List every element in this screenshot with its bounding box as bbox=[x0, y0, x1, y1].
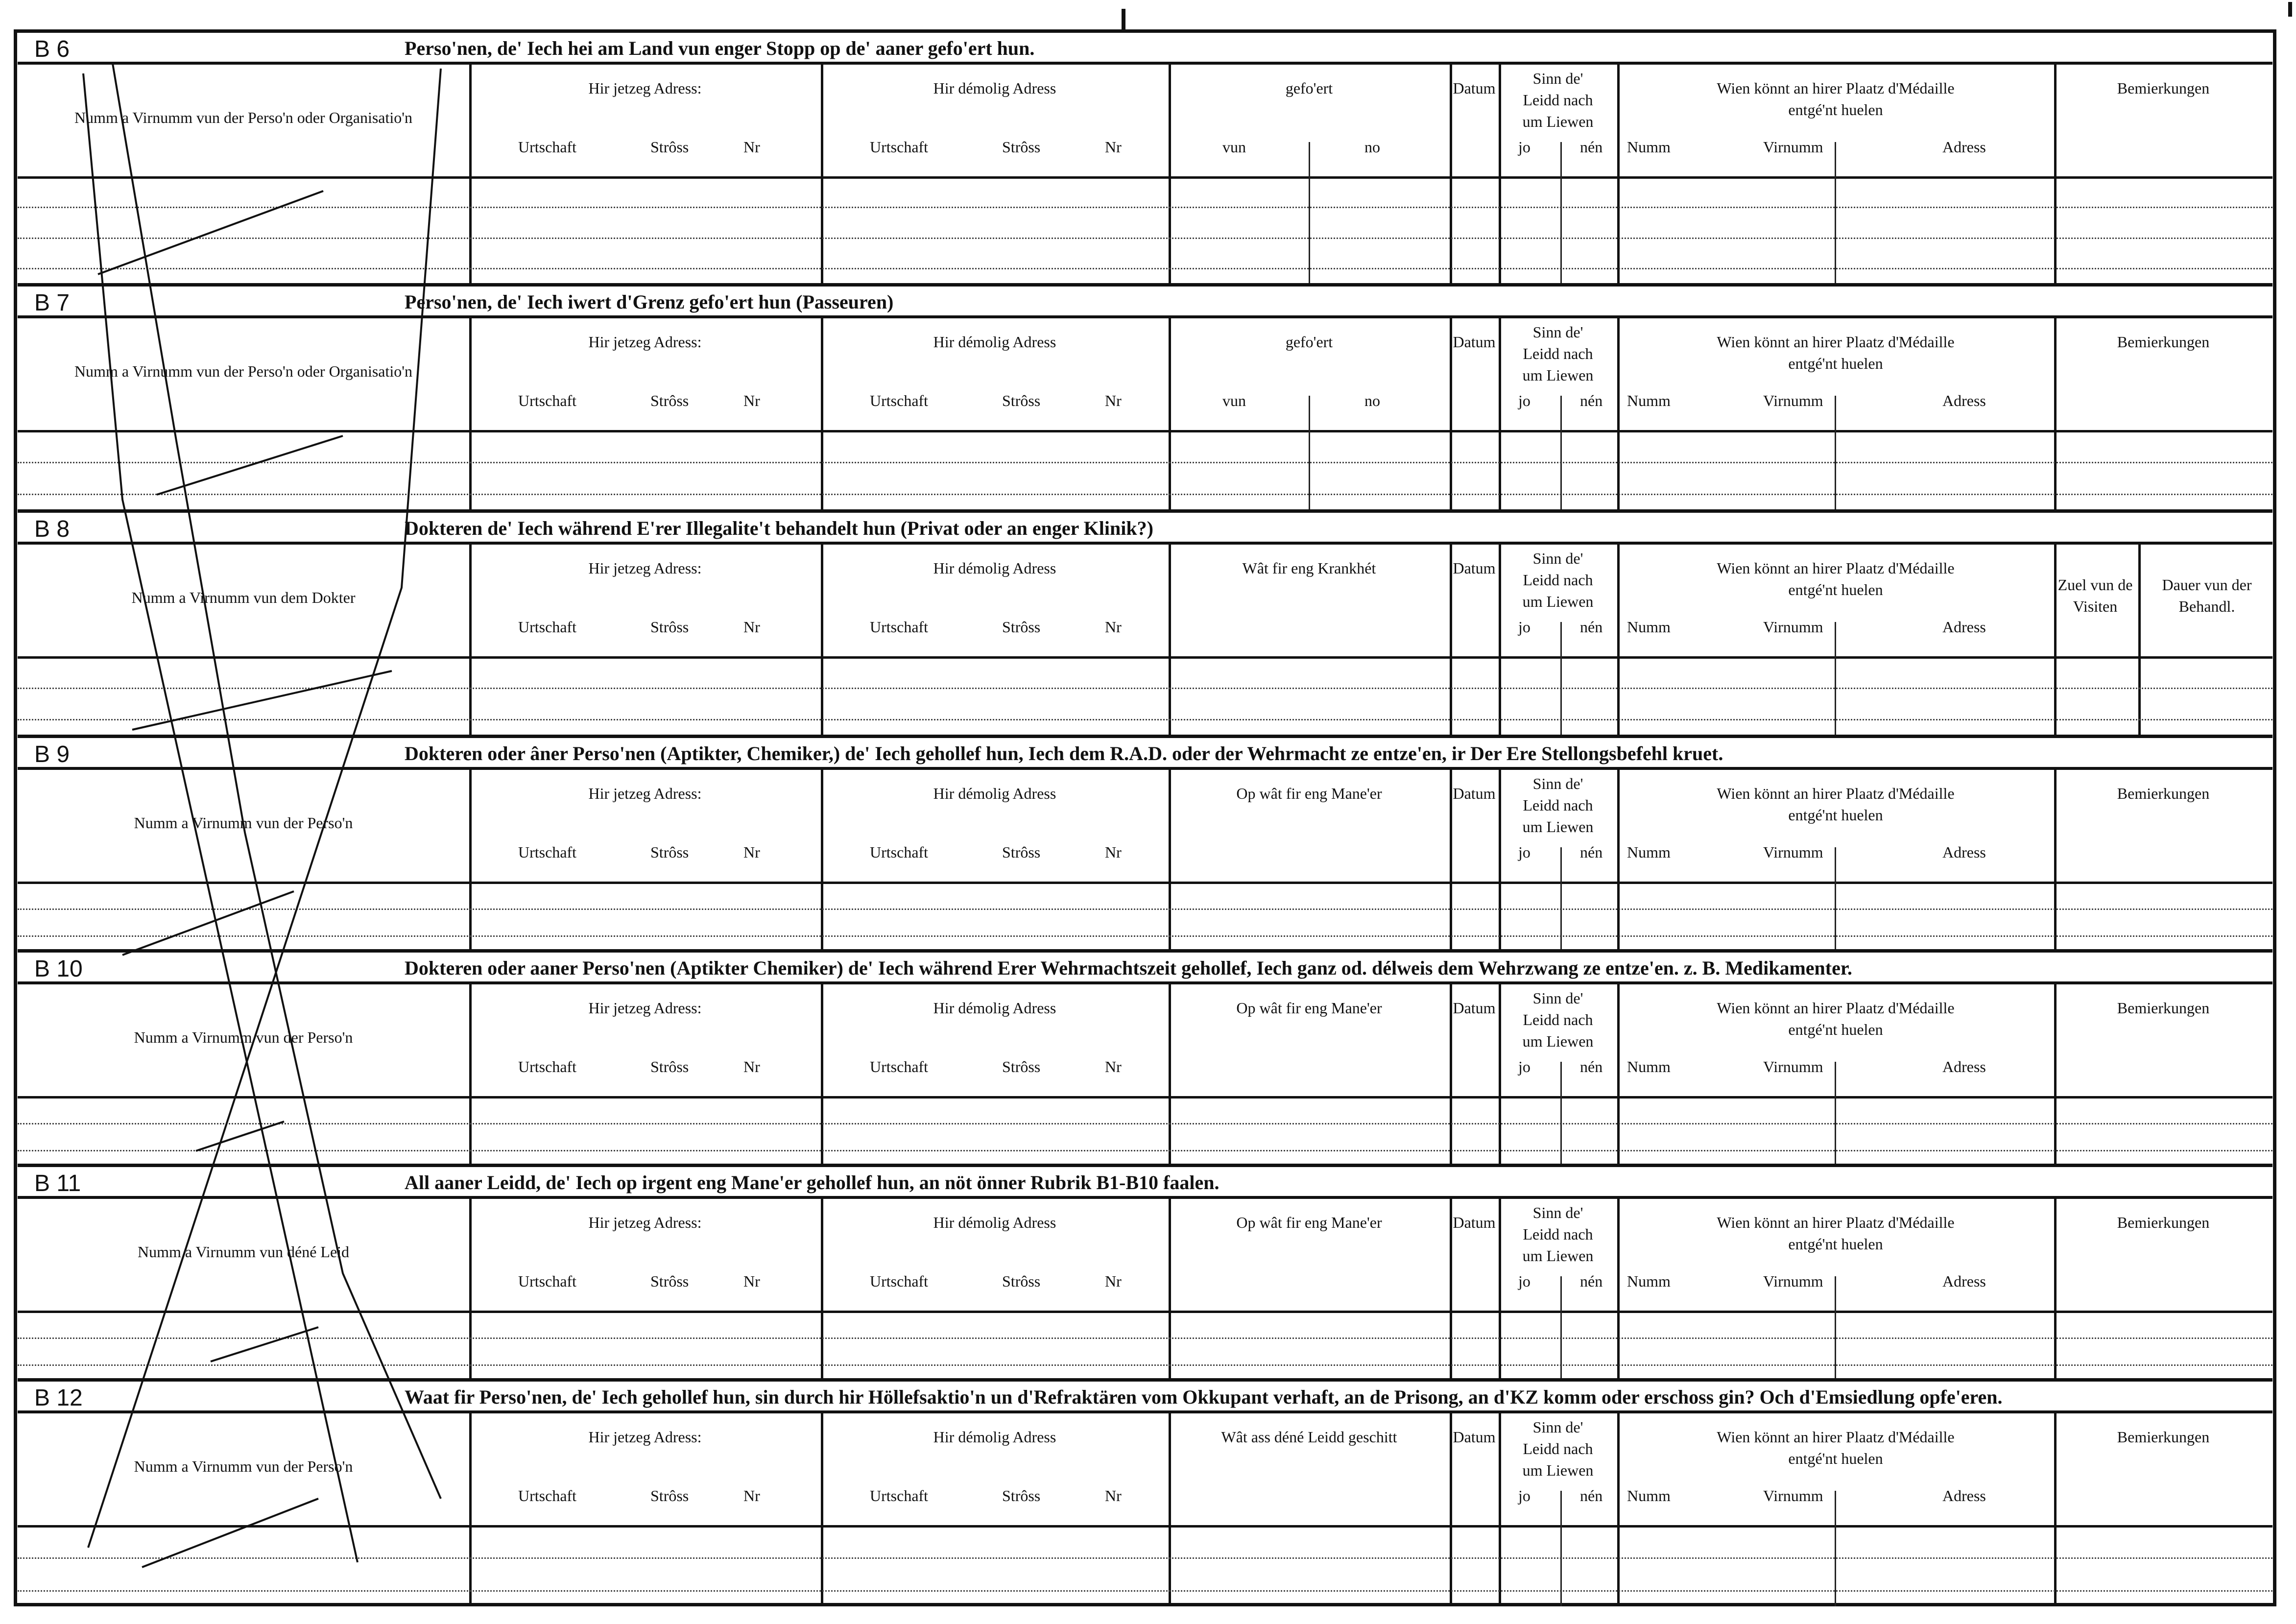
place-label: Urtschaft bbox=[518, 1487, 577, 1505]
number-label: Nr bbox=[1105, 138, 1122, 156]
firstname-label: Virnumm bbox=[1763, 1058, 1823, 1075]
no-label: nén bbox=[1580, 392, 1603, 409]
special-column-header: Wât fir eng Krankhét bbox=[1242, 559, 1376, 577]
number-label: Nr bbox=[743, 392, 760, 409]
section-heading: All aaner Leidd, de' Iech op irgent eng Mane'er gehollef hun, an nöt önner Rubrik B1-B10 faalen. bbox=[405, 1171, 1220, 1194]
yes-label: jo bbox=[1518, 618, 1531, 636]
number-label: Nr bbox=[1105, 392, 1122, 409]
medal-header-line2: entgé'nt huelen bbox=[1788, 355, 1883, 372]
section-heading: Waat fir Perso'nen, de' Iech gehollef hun, sin durch hir Höllefsaktio'n un d'Refraktären vom Okkupant verhaft, an de Prisong, an d'KZ komm oder erschoss gin? Och d'Emsiedlung opfe'eren. bbox=[405, 1386, 2003, 1408]
remarks-header: Bemierkungen bbox=[2117, 1428, 2210, 1446]
suffered-header-line2: Leidd nach bbox=[1523, 345, 1593, 362]
suffered-header-line3: um Liewen bbox=[1522, 1247, 1594, 1265]
surname-label: Numm bbox=[1627, 392, 1671, 409]
suffered-header-line2: Leidd nach bbox=[1523, 1225, 1593, 1243]
date-header: Datum bbox=[1453, 79, 1496, 97]
current-address-header: Hir jetzeg Adress: bbox=[588, 333, 702, 351]
yes-label: jo bbox=[1518, 392, 1531, 409]
street-label: Strôss bbox=[650, 1058, 689, 1075]
date-header: Datum bbox=[1453, 785, 1496, 802]
date-header: Datum bbox=[1453, 999, 1496, 1017]
place-label: Urtschaft bbox=[870, 1058, 929, 1075]
number-label: Nr bbox=[1105, 1058, 1122, 1075]
suffered-header-line1: Sinn de' bbox=[1532, 989, 1583, 1007]
remarks-header: Bemierkungen bbox=[2117, 333, 2210, 351]
suffered-header-line2: Leidd nach bbox=[1523, 91, 1593, 109]
number-label: Nr bbox=[1105, 843, 1122, 861]
medal-header-line1: Wien könnt an hirer Plaatz d'Médaille bbox=[1717, 785, 1955, 802]
suffered-header-line3: um Liewen bbox=[1522, 113, 1594, 130]
place-label: Urtschaft bbox=[870, 1272, 929, 1290]
date-header: Datum bbox=[1453, 559, 1496, 577]
section-heading: Dokteren oder âner Perso'nen (Aptikter, Chemiker,) de' Iech gehollef hun, Iech dem R.A.D. oder der Wehrmacht ze entze'en, ir Der Ere Stellongsbefehl kruet. bbox=[405, 742, 1723, 764]
from-label: vun bbox=[1222, 392, 1246, 409]
surname-label: Numm bbox=[1627, 1272, 1671, 1290]
yes-label: jo bbox=[1518, 1487, 1531, 1505]
to-label: no bbox=[1364, 392, 1380, 409]
suffered-header-line2: Leidd nach bbox=[1523, 796, 1593, 814]
no-label: nén bbox=[1580, 1487, 1603, 1505]
medal-header-line2: entgé'nt huelen bbox=[1788, 581, 1883, 598]
place-label: Urtschaft bbox=[518, 618, 577, 636]
remarks-header: Bemierkungen bbox=[2117, 1214, 2210, 1231]
current-address-header: Hir jetzeg Adress: bbox=[588, 79, 702, 97]
check-stroke bbox=[211, 1327, 318, 1361]
yes-label: jo bbox=[1518, 138, 1531, 156]
surname-label: Numm bbox=[1627, 843, 1671, 861]
medal-header-line1: Wien könnt an hirer Plaatz d'Médaille bbox=[1717, 1428, 1955, 1446]
street-label: Strôss bbox=[1002, 618, 1041, 636]
name-column-header: Numm a Virnumm vun der Perso'n oder Organisatio'n bbox=[74, 109, 413, 126]
number-label: Nr bbox=[743, 138, 760, 156]
yes-label: jo bbox=[1518, 1058, 1531, 1075]
former-address-header: Hir démolig Adress bbox=[933, 333, 1056, 351]
current-address-header: Hir jetzeg Adress: bbox=[588, 1428, 702, 1446]
section-heading: Perso'nen, de' Iech iwert d'Grenz gefo'ert hun (Passeuren) bbox=[405, 291, 894, 313]
street-label: Strôss bbox=[1002, 138, 1041, 156]
number-label: Nr bbox=[743, 1272, 760, 1290]
place-label: Urtschaft bbox=[518, 843, 577, 861]
name-column-header: Numm a Virnumm vun dem Dokter bbox=[131, 589, 356, 606]
remarks-header: Bemierkungen bbox=[2117, 79, 2210, 97]
medal-header-line1: Wien könnt an hirer Plaatz d'Médaille bbox=[1717, 1214, 1955, 1231]
diagonal-pen-stroke bbox=[88, 69, 441, 1548]
suffered-header-line1: Sinn de' bbox=[1532, 1204, 1583, 1221]
firstname-label: Virnumm bbox=[1763, 392, 1823, 409]
date-header: Datum bbox=[1453, 333, 1496, 351]
name-column-header: Numm a Virnumm vun der Perso'n bbox=[134, 814, 353, 832]
yes-label: jo bbox=[1518, 1272, 1531, 1290]
remarks-header: Bemierkungen bbox=[2117, 999, 2210, 1017]
place-label: Urtschaft bbox=[870, 843, 929, 861]
date-header: Datum bbox=[1453, 1214, 1496, 1231]
section-heading: Perso'nen, de' Iech hei am Land vun enger Stopp op de' aaner gefo'ert hun. bbox=[405, 37, 1035, 59]
check-stroke bbox=[132, 671, 392, 730]
yes-label: jo bbox=[1518, 843, 1531, 861]
section-heading: Dokteren de' Iech während E'rer Illegalite't behandelt hun (Privat oder an enger Klinik?) bbox=[405, 517, 1153, 539]
street-label: Strôss bbox=[1002, 1487, 1041, 1505]
street-label: Strôss bbox=[650, 138, 689, 156]
former-address-header: Hir démolig Adress bbox=[933, 559, 1056, 577]
firstname-label: Virnumm bbox=[1763, 138, 1823, 156]
former-address-header: Hir démolig Adress bbox=[933, 79, 1056, 97]
medal-header-line1: Wien könnt an hirer Plaatz d'Médaille bbox=[1717, 559, 1955, 577]
place-label: Urtschaft bbox=[518, 1058, 577, 1075]
name-column-header: Numm a Virnumm vun déné Leid bbox=[137, 1243, 350, 1261]
special-column-header: Op wât fir eng Mane'er bbox=[1236, 785, 1382, 802]
current-address-header: Hir jetzeg Adress: bbox=[588, 1214, 702, 1231]
no-label: nén bbox=[1580, 1272, 1603, 1290]
check-stroke bbox=[196, 1122, 284, 1151]
medal-header-line1: Wien könnt an hirer Plaatz d'Médaille bbox=[1717, 333, 1955, 351]
street-label: Strôss bbox=[1002, 1272, 1041, 1290]
address-label: Adress bbox=[1942, 138, 1986, 156]
name-column-header: Numm a Virnumm vun der Perso'n oder Organisatio'n bbox=[74, 362, 413, 380]
no-label: nén bbox=[1580, 138, 1603, 156]
suffered-header-line2: Leidd nach bbox=[1523, 571, 1593, 589]
check-stroke bbox=[142, 1499, 318, 1567]
visits-count-header: Zuel vun de Visiten bbox=[2057, 576, 2133, 615]
street-label: Strôss bbox=[1002, 1058, 1041, 1075]
no-label: nén bbox=[1580, 843, 1603, 861]
medal-header-line2: entgé'nt huelen bbox=[1788, 806, 1883, 824]
number-label: Nr bbox=[1105, 618, 1122, 636]
street-label: Strôss bbox=[650, 843, 689, 861]
address-label: Adress bbox=[1942, 618, 1986, 636]
former-address-header: Hir démolig Adress bbox=[933, 785, 1056, 802]
surname-label: Numm bbox=[1627, 1487, 1671, 1505]
check-stroke bbox=[157, 436, 343, 495]
treatment-duration-header: Dauer vun der Behandl. bbox=[2162, 576, 2252, 615]
former-address-header: Hir démolig Adress bbox=[933, 1428, 1056, 1446]
current-address-header: Hir jetzeg Adress: bbox=[588, 785, 702, 802]
medal-header-line2: entgé'nt huelen bbox=[1788, 1235, 1883, 1253]
suffered-header-line3: um Liewen bbox=[1522, 1032, 1594, 1050]
section-code: B 7 bbox=[34, 290, 70, 316]
number-label: Nr bbox=[743, 618, 760, 636]
surname-label: Numm bbox=[1627, 618, 1671, 636]
to-label: no bbox=[1364, 138, 1380, 156]
surname-label: Numm bbox=[1627, 1058, 1671, 1075]
address-label: Adress bbox=[1942, 1487, 1986, 1505]
section-code: B 10 bbox=[34, 956, 83, 982]
street-label: Strôss bbox=[1002, 392, 1041, 409]
firstname-label: Virnumm bbox=[1763, 618, 1823, 636]
special-column-header: Wât ass déné Leidd geschitt bbox=[1221, 1428, 1397, 1446]
no-label: nén bbox=[1580, 1058, 1603, 1075]
suffered-header-line3: um Liewen bbox=[1522, 593, 1594, 610]
check-stroke bbox=[122, 891, 294, 955]
number-label: Nr bbox=[1105, 1487, 1122, 1505]
diagonal-pen-stroke bbox=[113, 64, 441, 1499]
medal-header-line2: entgé'nt huelen bbox=[1788, 1021, 1883, 1038]
address-label: Adress bbox=[1942, 1058, 1986, 1075]
place-label: Urtschaft bbox=[518, 138, 577, 156]
place-label: Urtschaft bbox=[870, 392, 929, 409]
suffered-header-line2: Leidd nach bbox=[1523, 1011, 1593, 1028]
street-label: Strôss bbox=[650, 1487, 689, 1505]
section-heading: Dokteren oder aaner Perso'nen (Aptikter Chemiker) de' Iech während Erer Wehrmachtszeit gehollef, Iech ganz od. délweis dem Wehrzwang ze entze'en. z. B. Medikamenter. bbox=[405, 957, 1852, 979]
number-label: Nr bbox=[743, 1487, 760, 1505]
suffered-header-line1: Sinn de' bbox=[1532, 549, 1583, 567]
suffered-header-line1: Sinn de' bbox=[1532, 70, 1583, 87]
place-label: Urtschaft bbox=[870, 618, 929, 636]
medal-header-line1: Wien könnt an hirer Plaatz d'Médaille bbox=[1717, 79, 1955, 97]
suffered-header-line1: Sinn de' bbox=[1532, 1418, 1583, 1436]
address-label: Adress bbox=[1942, 843, 1986, 861]
place-label: Urtschaft bbox=[518, 1272, 577, 1290]
date-header: Datum bbox=[1453, 1428, 1496, 1446]
street-label: Strôss bbox=[650, 392, 689, 409]
no-label: nén bbox=[1580, 618, 1603, 636]
remarks-header: Bemierkungen bbox=[2117, 785, 2210, 802]
special-column-header: Op wât fir eng Mane'er bbox=[1236, 999, 1382, 1017]
top-center-mark bbox=[1122, 9, 1125, 29]
suffered-header-line1: Sinn de' bbox=[1532, 323, 1583, 341]
suffered-header-line2: Leidd nach bbox=[1523, 1440, 1593, 1457]
number-label: Nr bbox=[1105, 1272, 1122, 1290]
suffered-header-line3: um Liewen bbox=[1522, 818, 1594, 836]
address-label: Adress bbox=[1942, 392, 1986, 409]
firstname-label: Virnumm bbox=[1763, 1487, 1823, 1505]
street-label: Strôss bbox=[1002, 843, 1041, 861]
former-address-header: Hir démolig Adress bbox=[933, 1214, 1056, 1231]
firstname-label: Virnumm bbox=[1763, 1272, 1823, 1290]
section-code: B 11 bbox=[34, 1170, 81, 1196]
current-address-header: Hir jetzeg Adress: bbox=[588, 559, 702, 577]
special-column-header: Op wât fir eng Mane'er bbox=[1236, 1214, 1382, 1231]
place-label: Urtschaft bbox=[870, 1487, 929, 1505]
former-address-header: Hir démolig Adress bbox=[933, 999, 1056, 1017]
medal-header-line1: Wien könnt an hirer Plaatz d'Médaille bbox=[1717, 999, 1955, 1017]
surname-label: Numm bbox=[1627, 138, 1671, 156]
transported-header: gefo'ert bbox=[1285, 333, 1333, 351]
section-code: B 8 bbox=[34, 516, 70, 542]
medal-header-line2: entgé'nt huelen bbox=[1788, 101, 1883, 119]
number-label: Nr bbox=[743, 843, 760, 861]
current-address-header: Hir jetzeg Adress: bbox=[588, 999, 702, 1017]
suffered-header-line1: Sinn de' bbox=[1532, 775, 1583, 792]
firstname-label: Virnumm bbox=[1763, 843, 1823, 861]
from-label: vun bbox=[1222, 138, 1246, 156]
transported-header: gefo'ert bbox=[1285, 79, 1333, 97]
street-label: Strôss bbox=[650, 618, 689, 636]
suffered-header-line3: um Liewen bbox=[1522, 366, 1594, 384]
section-code: B 12 bbox=[34, 1385, 83, 1411]
name-column-header: Numm a Virnumm vun der Perso'n bbox=[134, 1028, 353, 1046]
place-label: Urtschaft bbox=[870, 138, 929, 156]
medal-header-line2: entgé'nt huelen bbox=[1788, 1450, 1883, 1467]
section-code: B 6 bbox=[34, 36, 70, 62]
number-label: Nr bbox=[743, 1058, 760, 1075]
street-label: Strôss bbox=[650, 1272, 689, 1290]
top-right-mark bbox=[2288, 2, 2292, 17]
section-code: B 9 bbox=[34, 741, 70, 767]
place-label: Urtschaft bbox=[518, 392, 577, 409]
diagonal-pen-stroke bbox=[83, 73, 358, 1562]
check-stroke bbox=[98, 191, 323, 274]
address-label: Adress bbox=[1942, 1272, 1986, 1290]
name-column-header: Numm a Virnumm vun der Perso'n bbox=[134, 1457, 353, 1475]
suffered-header-line3: um Liewen bbox=[1522, 1461, 1594, 1479]
